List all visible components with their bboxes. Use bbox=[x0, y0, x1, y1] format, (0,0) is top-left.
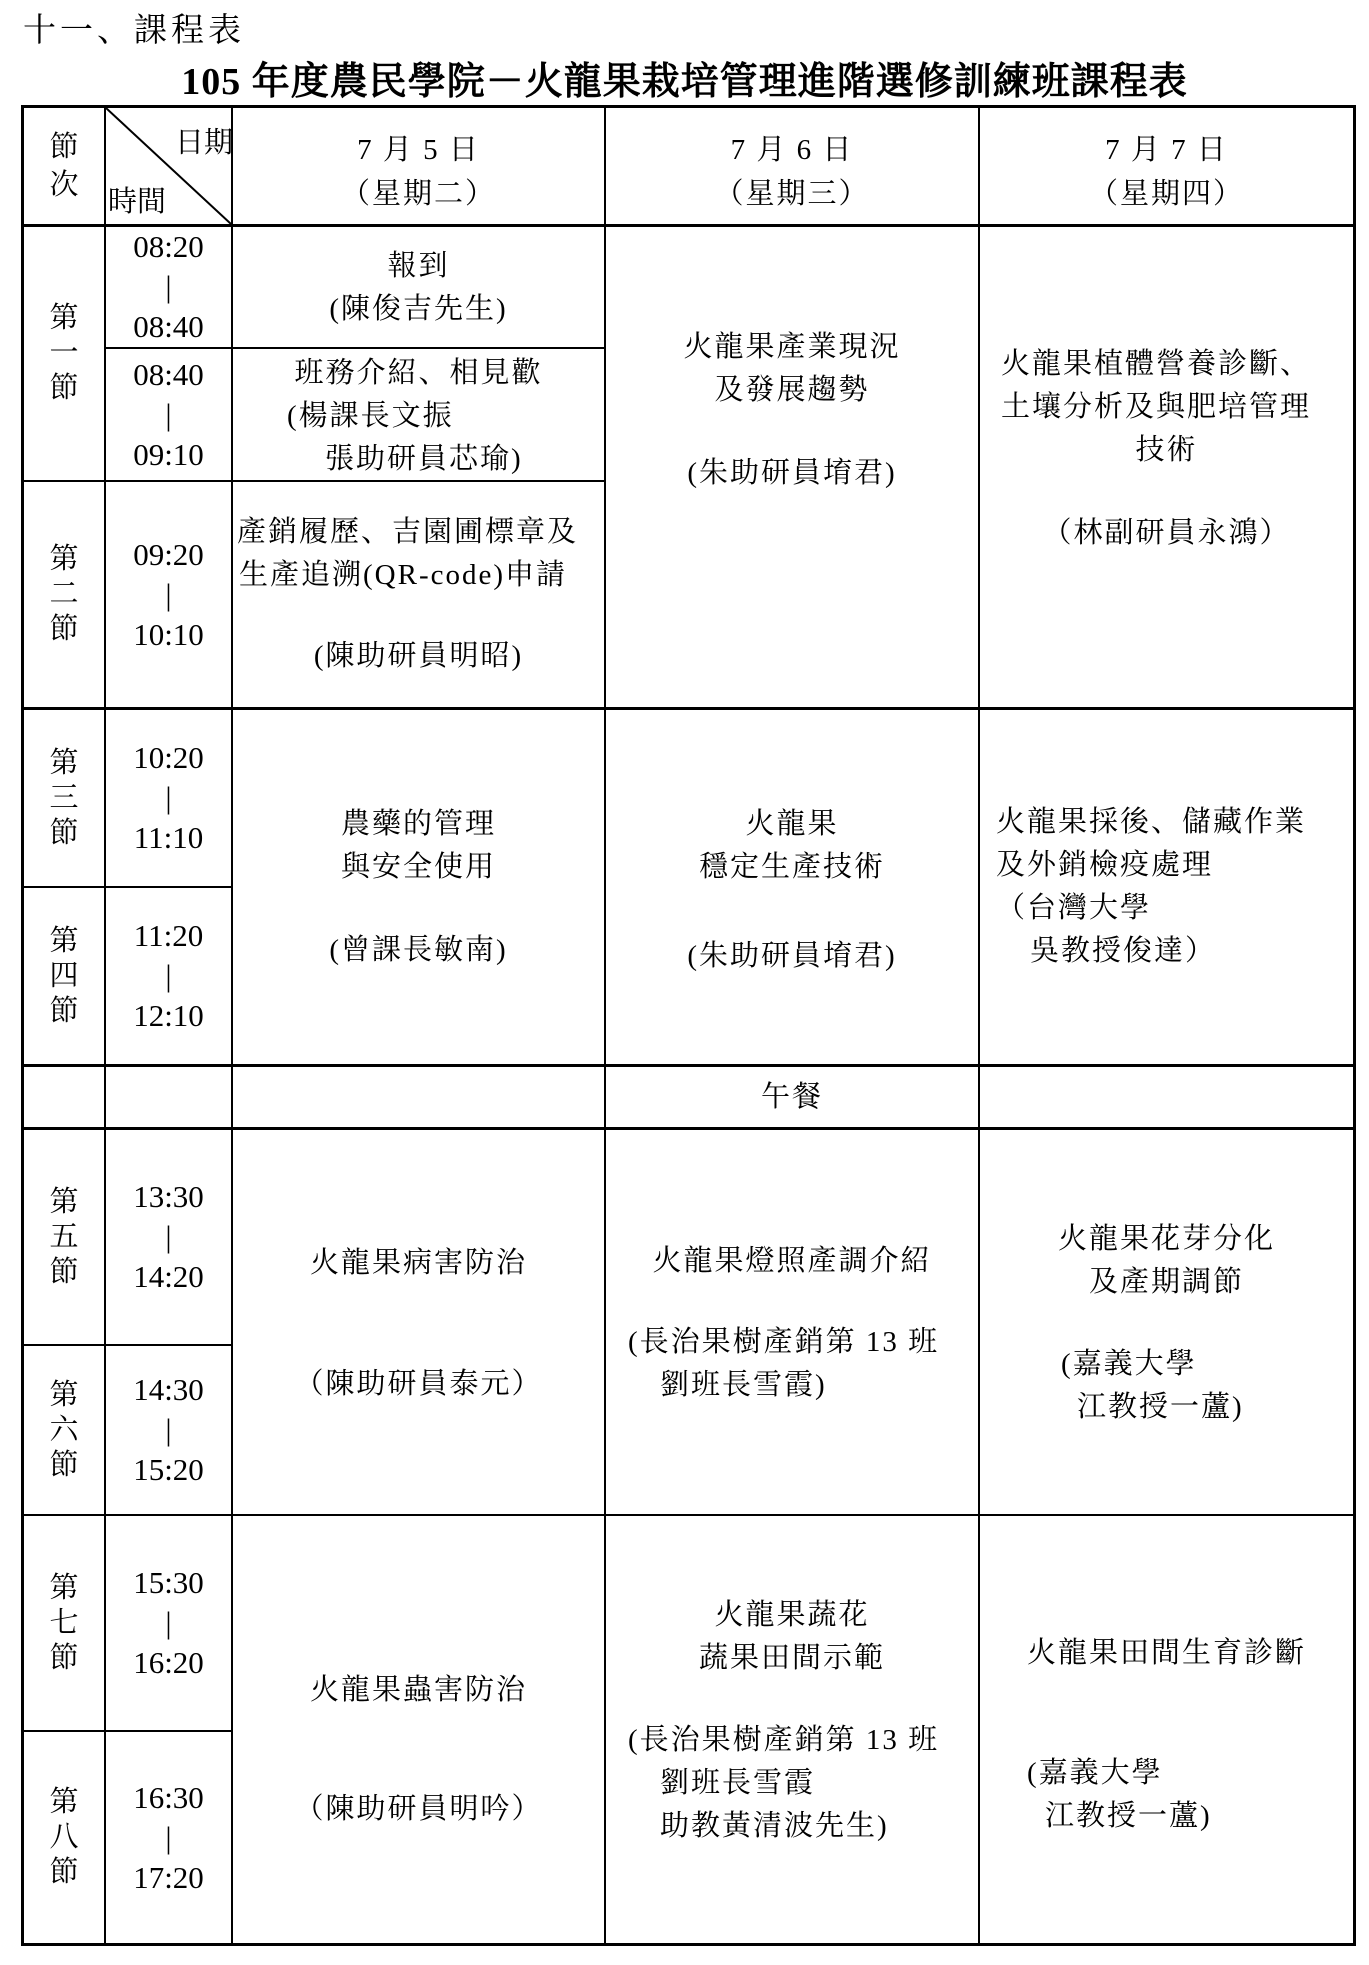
time-separator: | bbox=[165, 576, 172, 612]
session-speaker: (長治果樹產銷第 13 班 bbox=[628, 1724, 940, 1756]
section-label-cell bbox=[24, 888, 106, 1067]
session-topic: 火龍果產業現況 bbox=[683, 331, 901, 363]
session-topic: 技術 bbox=[1135, 434, 1198, 466]
session-cell bbox=[233, 482, 606, 710]
session-topic: 及發展趨勢 bbox=[714, 374, 870, 406]
time-slot bbox=[106, 1130, 233, 1346]
time-separator: | bbox=[165, 958, 172, 993]
lunch-cell bbox=[606, 1067, 980, 1130]
lunch-row-cell bbox=[233, 1067, 606, 1130]
time-start: 11:20 bbox=[133, 918, 204, 953]
header-time-label: 時間 bbox=[108, 186, 167, 218]
lunch-label: 午餐 bbox=[760, 1080, 823, 1113]
time-end: 10:10 bbox=[133, 616, 204, 652]
time-end: 08:40 bbox=[133, 309, 204, 344]
schedule-table bbox=[21, 105, 1356, 1946]
session-speaker: 劉班長雪霞 bbox=[660, 1767, 816, 1799]
cell-text bbox=[233, 352, 604, 481]
time-end: 11:10 bbox=[133, 820, 204, 855]
session-cell bbox=[233, 227, 606, 349]
cell-text bbox=[606, 128, 978, 216]
session-speaker: （林副研員永鴻） bbox=[1042, 517, 1291, 549]
time-start: 10:20 bbox=[133, 740, 204, 775]
session-speaker: 吳教授俊達） bbox=[1030, 935, 1217, 967]
session-cell bbox=[980, 710, 1356, 1067]
session-topic: 產銷履歷、吉園圃標章及 bbox=[237, 516, 579, 548]
session-speaker: (長治果樹產銷第 13 班 bbox=[628, 1326, 940, 1358]
day-weekday: （星期四） bbox=[1088, 178, 1244, 210]
header-section-label: 節次 bbox=[49, 131, 79, 201]
header-day-2 bbox=[606, 108, 980, 227]
time-slot bbox=[106, 1346, 233, 1516]
time-slot bbox=[106, 482, 233, 710]
session-speaker: （陳助研員泰元） bbox=[294, 1368, 543, 1400]
header-day-1 bbox=[233, 108, 606, 227]
cell-text bbox=[980, 1218, 1353, 1429]
session-speaker: 助教黃清波先生) bbox=[660, 1810, 889, 1842]
session-topic: 火龍果蔬花 bbox=[714, 1599, 870, 1631]
header-diagonal-cell bbox=[106, 108, 233, 227]
time-end: 15:20 bbox=[133, 1452, 204, 1487]
session-topic: 與安全使用 bbox=[340, 851, 496, 883]
time-end: 09:10 bbox=[133, 436, 204, 472]
session-cell bbox=[606, 1516, 980, 1946]
section-label: 第七節 bbox=[49, 1571, 79, 1674]
session-topic: 農藥的管理 bbox=[340, 808, 496, 840]
section-label-cell bbox=[24, 1516, 106, 1732]
session-speaker: 江教授一蘆) bbox=[1077, 1391, 1244, 1423]
day-weekday: （星期三） bbox=[714, 178, 870, 210]
session-topic: 穩定生產技術 bbox=[698, 851, 885, 883]
session-speaker: (曾課長敏南) bbox=[329, 934, 508, 966]
cell-text bbox=[233, 1242, 604, 1406]
cell-text bbox=[606, 1240, 978, 1407]
time-slot bbox=[106, 349, 233, 482]
session-cell bbox=[606, 227, 980, 710]
time-start: 09:20 bbox=[133, 536, 204, 572]
cell-text bbox=[233, 803, 604, 972]
time-slot bbox=[106, 227, 233, 349]
session-cell bbox=[980, 1130, 1356, 1516]
session-cell bbox=[233, 349, 606, 482]
time-separator: | bbox=[165, 1412, 172, 1447]
time-start: 13:30 bbox=[133, 1179, 204, 1214]
session-speaker: 江教授一蘆) bbox=[1045, 1800, 1212, 1832]
section-label-cell bbox=[24, 227, 106, 482]
cell-text bbox=[980, 1632, 1353, 1838]
section-label-cell bbox=[24, 482, 106, 710]
session-cell bbox=[233, 710, 606, 1067]
session-speaker: (陳俊吉先生) bbox=[329, 293, 508, 325]
session-topic: 火龍果採後、儲藏作業 bbox=[996, 806, 1307, 838]
session-topic: 火龍果田間生育診斷 bbox=[1026, 1637, 1306, 1669]
cell-text bbox=[606, 1594, 978, 1848]
cell-text bbox=[980, 128, 1353, 216]
time-slot bbox=[106, 888, 233, 1067]
session-topic: 火龍果植體營養診斷、 bbox=[1001, 348, 1312, 380]
session-topic: 及產期調節 bbox=[1088, 1266, 1244, 1298]
session-speaker: （台灣大學 bbox=[996, 892, 1152, 924]
lunch-row-cell bbox=[24, 1067, 106, 1130]
session-speaker: (朱助研員堉君) bbox=[687, 940, 897, 972]
cell-text bbox=[233, 245, 604, 331]
time-end: 12:10 bbox=[133, 998, 204, 1033]
session-speaker: (嘉義大學 bbox=[1027, 1757, 1163, 1789]
time-end: 16:20 bbox=[133, 1645, 204, 1680]
cell-text bbox=[980, 343, 1353, 555]
section-label: 第二節 bbox=[49, 543, 79, 645]
time-separator: | bbox=[165, 1819, 172, 1855]
session-topic: 報到 bbox=[387, 250, 450, 282]
section-label-cell bbox=[24, 1346, 106, 1516]
section-label-cell bbox=[24, 1732, 106, 1946]
header-day-3 bbox=[980, 108, 1356, 227]
cell-text bbox=[233, 511, 604, 678]
time-separator: | bbox=[165, 396, 172, 432]
session-cell bbox=[980, 227, 1356, 710]
time-separator: | bbox=[165, 1219, 172, 1254]
section-heading: 十一、課程表 bbox=[23, 13, 245, 49]
session-speaker: (陳助研員明昭) bbox=[313, 640, 524, 672]
cell-text bbox=[233, 1669, 604, 1831]
time-slot bbox=[106, 710, 233, 888]
session-topic: 火龍果燈照產調介紹 bbox=[652, 1245, 932, 1277]
cell-text bbox=[606, 803, 978, 978]
section-label: 第八節 bbox=[49, 1786, 79, 1888]
session-topic: 及外銷檢疫處理 bbox=[996, 849, 1214, 881]
session-cell bbox=[233, 1516, 606, 1946]
session-topic: 土壤分析及與肥培管理 bbox=[1001, 391, 1312, 423]
session-cell bbox=[606, 710, 980, 1067]
section-label: 第四節 bbox=[49, 924, 79, 1027]
time-slot bbox=[106, 1516, 233, 1732]
session-topic: 火龍果 bbox=[745, 808, 839, 840]
cell-text bbox=[606, 326, 978, 495]
time-start: 14:30 bbox=[133, 1372, 204, 1407]
section-label-cell bbox=[24, 1130, 106, 1346]
session-speaker: (楊課長文振 bbox=[287, 400, 454, 432]
header-date-label: 日期 bbox=[174, 127, 233, 159]
header-section-cell bbox=[24, 108, 106, 227]
lunch-row-cell bbox=[980, 1067, 1356, 1130]
session-topic: 火龍果蟲害防治 bbox=[309, 1674, 527, 1706]
time-start: 15:30 bbox=[133, 1565, 204, 1600]
session-speaker: （陳助研員明吟） bbox=[294, 1793, 543, 1825]
session-speaker: (嘉義大學 bbox=[1061, 1348, 1197, 1380]
time-separator: | bbox=[165, 780, 172, 815]
time-end: 14:20 bbox=[133, 1259, 204, 1294]
time-start: 16:30 bbox=[133, 1779, 204, 1815]
time-separator: | bbox=[165, 269, 172, 304]
day-weekday: （星期二） bbox=[340, 178, 496, 210]
time-start: 08:20 bbox=[133, 229, 204, 264]
section-label: 第三節 bbox=[49, 746, 79, 849]
session-topic: 生產追溯(QR-code)申請 bbox=[239, 559, 568, 591]
page-title: 105 年度農民學院－火龍果栽培管理進階選修訓練班課程表 bbox=[181, 61, 1188, 103]
session-topic: 班務介紹、相見歡 bbox=[294, 357, 543, 389]
time-start: 08:40 bbox=[133, 356, 204, 392]
day-date: 7 月 7 日 bbox=[1105, 134, 1228, 166]
day-date: 7 月 6 日 bbox=[730, 134, 854, 166]
session-cell bbox=[606, 1130, 980, 1516]
session-cell bbox=[233, 1130, 606, 1516]
section-label-cell bbox=[24, 710, 106, 888]
time-end: 17:20 bbox=[133, 1859, 204, 1895]
cell-text bbox=[980, 801, 1353, 973]
session-topic: 火龍果病害防治 bbox=[309, 1247, 527, 1279]
session-topic: 火龍果花芽分化 bbox=[1057, 1223, 1275, 1255]
session-speaker: 劉班長雪霞) bbox=[660, 1369, 827, 1401]
time-separator: | bbox=[165, 1605, 172, 1640]
session-speaker: 張助研員芯瑜) bbox=[325, 443, 523, 475]
lunch-row-cell bbox=[106, 1067, 233, 1130]
session-topic: 蔬果田間示範 bbox=[698, 1642, 885, 1674]
session-cell bbox=[980, 1516, 1356, 1946]
section-label: 第六節 bbox=[49, 1378, 79, 1481]
cell-text bbox=[233, 128, 604, 216]
session-speaker: (朱助研員堉君) bbox=[687, 457, 897, 489]
time-slot bbox=[106, 1732, 233, 1946]
section-label: 第五節 bbox=[49, 1185, 79, 1288]
day-date: 7 月 5 日 bbox=[357, 134, 480, 166]
section-label: 第一節 bbox=[49, 302, 79, 404]
